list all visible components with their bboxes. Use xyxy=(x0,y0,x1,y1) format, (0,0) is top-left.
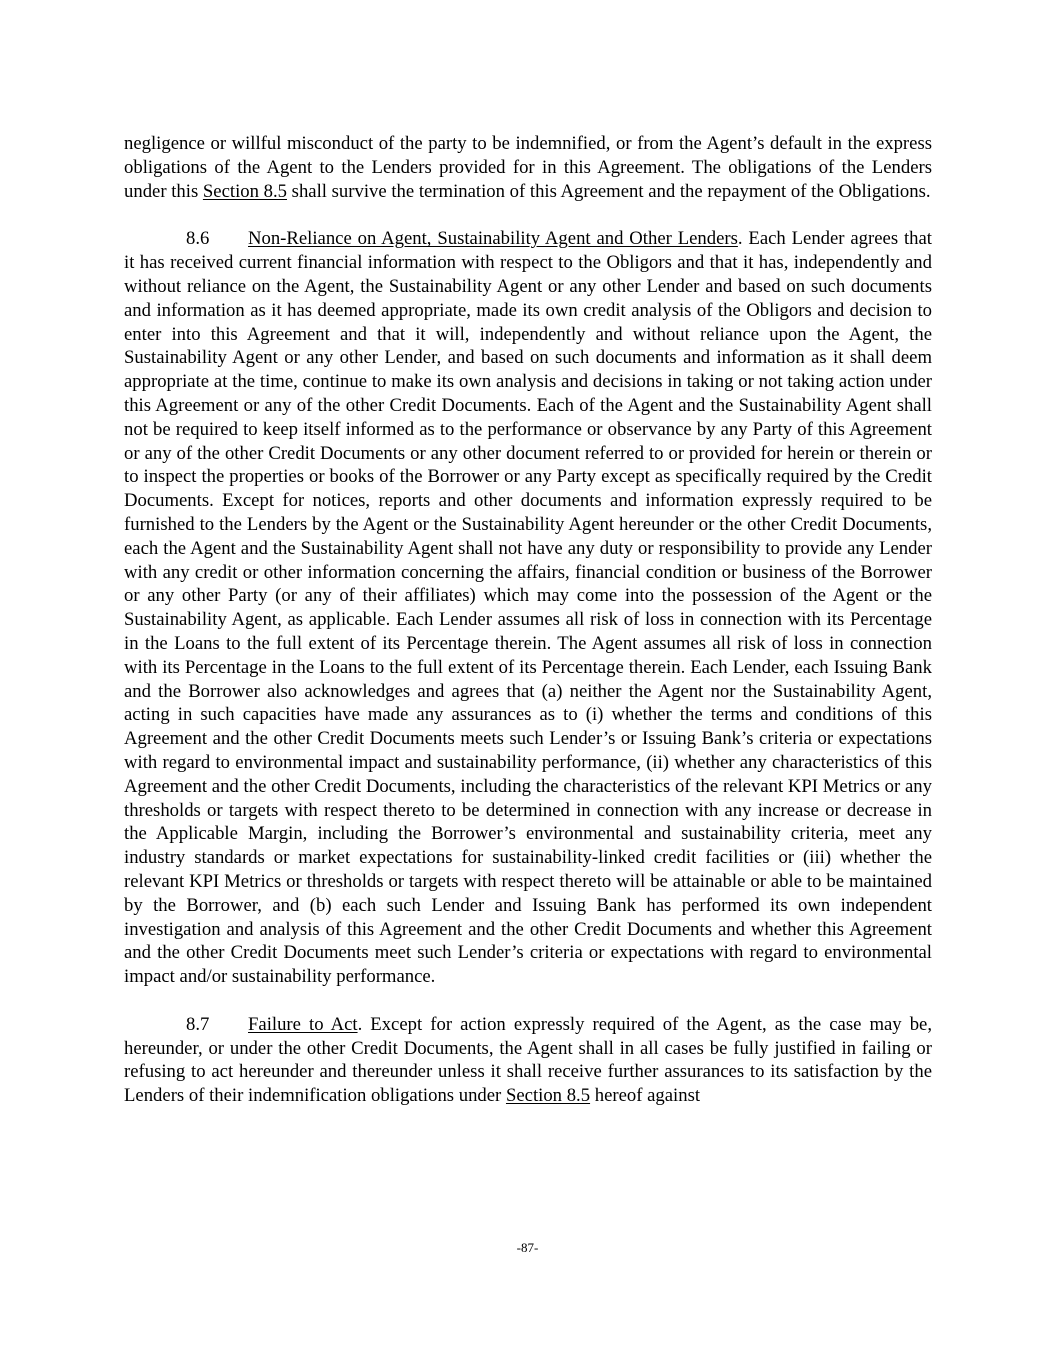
section-body: . Except for action expressly required of the Agent, as the case may be, hereunder, or under the other Credit Documents, the Agent shall in all cases be fully justified in failing or refusing to act hereunder and thereunder unless it shall receive further assurances to its satisfaction by the Lenders of their indemnification obligations under xyxy=(124,1013,933,1107)
paragraph-text: negligence or willful misconduct of the party to be indemnified, or from the Agent’s default in the express obligations of the Agent to the Lenders provided for in this Agreement. The obligations of the Lenders under this xyxy=(124,133,932,202)
section-number: 8.7 xyxy=(186,1013,210,1035)
section-body: . Each Lender agrees that it has received current financial information with respect to the Obligors and that it has, independently and without reliance on the Agent, the Sustainability Agent or any other Lender and based on such documents and information as it has deemed appropriate, made its own credit analysis of the Obligors and decision to enter into this Agreement and that it will, independently and without reliance upon the Agent, the Sustainability Agent or any other Lender, and based on such documents and information as it shall deem appropriate at the time, continue to make its own analysis and decisions in taking or not taking action under this Agreement or any of the other Credit Documents. Each of the Agent and the Sustainability Agent shall not be required to keep itself informed as to the performance or observance by any Party of this Agreement or any of the other Credit Documents or any other document referred to or provided for herein or therein or to inspect the properties or books of the Borrower or any Party except as specifically required by the Credit Documents. Except for notices, reports and other documents and information expressly required to be furnished to the Lenders by the Agent or the Sustainability Agent hereunder or the other Credit Documents, each the Agent and the Sustainability Agent shall not have any duty or responsibility to provide any Lender with any credit or other information concerning the affairs, financial condition or business of the Borrower or any other Party (or any of their affiliates) which may come into the possession of the Agent or the Sustainability Agent, as applicable. Each Lender assumes all risk of loss in connection with its Percentage in the Loans to the full extent of its Percentage therein. The Agent assumes all risk of loss in connection with its Percentage in the Loans to the full extent of its Percentage therein. Each Lender, each Issuing Bank and the Borrower also acknowledges and agrees that (a) neither the Agent nor the Sustainability Agent, acting in such capacities have made any assurances as to (i) whether the terms and conditions of this Agreement and the other Credit Documents meets such Lender’s or Issuing Bank’s criteria or expectations with regard to environmental impact and sustainability performance, (ii) whether any characteristics of this Agreement and the other Credit Documents, including the characteristics of the relevant KPI Metrics or any thresholds or targets with respect thereto to be determined in connection with any increase or decrease in the Applicable Margin, including the Borrower’s environmental and sustainability criteria, meet any industry standards or market expectations for sustainability-linked credit facilities or (iii) whether the relevant KPI Metrics or thresholds or targets with respect thereto will be attainable or able to be maintained by the Borrower, and (b) each such Lender and Issuing Bank has performed its own independent investigation and analysis of this Agreement and the other Credit Documents and whether this Agreement and the other Credit Documents meet such Lender’s criteria or expectations with regard to environmental impact and/or sustainability performance. xyxy=(124,228,932,988)
section-8-6 xyxy=(124,227,932,989)
section-heading: Non-Reliance on Agent, Sustainability Agent and Other Lenders xyxy=(248,228,738,250)
section-body: hereof against xyxy=(590,1085,701,1107)
section-reference-link: Section 8.5 xyxy=(202,180,287,202)
section-number: 8.6 xyxy=(186,228,210,250)
paragraph-text: shall survive the termination of this Agreement and the repayment of the Obligations. xyxy=(287,180,931,202)
document-page xyxy=(124,132,932,1108)
paragraph-continuation xyxy=(124,132,932,203)
section-8-7 xyxy=(124,1013,932,1108)
section-reference-link: Section 8.5 xyxy=(505,1085,591,1107)
section-heading: Failure to Act xyxy=(248,1013,358,1035)
page-number: -87- xyxy=(516,1240,539,1255)
